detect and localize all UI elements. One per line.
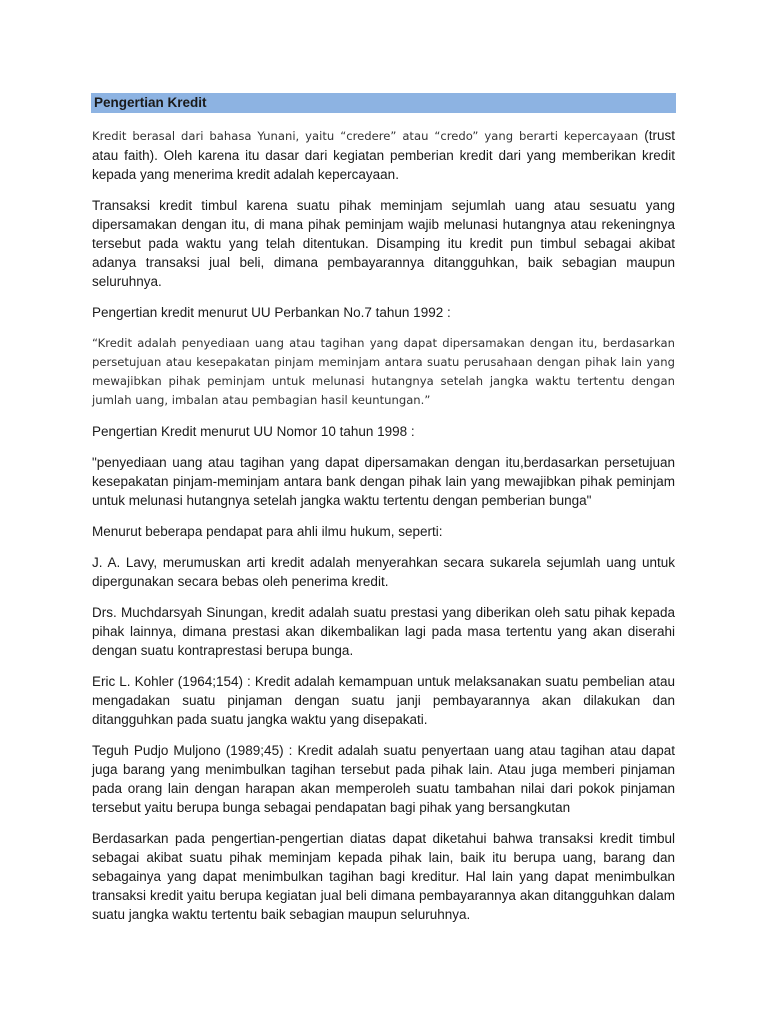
paragraph-kredit-origin — [92, 126, 675, 184]
paragraph-uu-1992-intro: Pengertian kredit menurut UU Perbankan No.7 tahun 1992 : — [92, 305, 451, 320]
paragraph-muljono: Teguh Pudjo Muljono (1989;45) : Kredit adalah suatu penyertaan uang atau tagihan atau dapat juga barang yang menimbulkan tagihan tersebut pada pihak lain. Atau juga memberi pinjaman pada orang lain dengan harapan akan memperoleh suatu tambahan nilai dari pokok pinjaman tersebut yaitu berupa bunga sebagai pendapatan bagi pihak yang bersangkutan — [92, 743, 675, 815]
paragraph-transaksi-kredit: Transaksi kredit timbul karena suatu pihak meminjam sejumlah uang atau sesuatu yang dipersamakan dengan itu, di mana pihak peminjam wajib melunasi hutangnya atau rekeningnya tersebut pada waktu yang telah ditentukan. Disamping itu kredit pun timbul sebagai akibat adanya transaksi jual beli, dimana pembayarannya ditangguhkan, baik sebagian maupun seluruhnya. — [92, 198, 675, 289]
paragraph-uu-1992-quote: “Kredit adalah penyediaan uang atau tagihan yang dapat dipersamakan dengan itu, berdasarkan persetujuan atau kesepakatan pinjam meminjam antara suatu perusahaan dengan pihak lain yang mewajibkan pihak peminjam untuk melunasi hutangnya setelah jangka waktu tertentu dengan jumlah uang, imbalan atau pembagian hasil keuntungan.” — [92, 336, 675, 407]
paragraph-kredit-origin-rest: (trust atau faith). Oleh karena itu dasar dari kegiatan pemberian kredit dari yang memberikan kredit kepada yang menerima kredit adalah kepercayaan. — [92, 128, 675, 182]
paragraph-ahli-intro: Menurut beberapa pendapat para ahli ilmu hukum, seperti: — [92, 524, 443, 539]
paragraph-lavy: J. A. Lavy, merumuskan arti kredit adalah menyerahkan secara sukarela sejumlah uang untuk dipergunakan secara bebas oleh penerima kredit. — [92, 555, 675, 589]
paragraph-sinungan: Drs. Muchdarsyah Sinungan, kredit adalah suatu prestasi yang diberikan oleh satu pihak kepada pihak lainnya, dimana prestasi akan dikembalikan lagi pada masa tertentu yang akan diserahi dengan suatu kontraprestasi berupa bunga. — [92, 605, 675, 658]
paragraph-kesimpulan: Berdasarkan pada pengertian-pengertian diatas dapat diketahui bahwa transaksi kredit timbul sebagai akibat suatu pihak meminjam kepada pihak lain, baik itu berupa uang, barang dan sebagainya yang dapat menimbulkan tagihan bagi kreditur. Hal lain yang dapat menimbulkan transaksi kredit yaitu berupa kegiatan jual beli dimana pembayarannya akan ditangguhkan dalam suatu jangka waktu tertentu baik sebagian maupun seluruhnya. — [92, 831, 675, 922]
paragraph-kohler: Eric L. Kohler (1964;154) : Kredit adalah kemampuan untuk melaksanakan suatu pembelian atau mengadakan suatu pinjaman dengan suatu janji pembayarannya akan dilakukan dan ditangguhkan pada suatu jangka waktu yang disepakati. — [92, 674, 675, 727]
paragraph-uu-1998-intro: Pengertian Kredit menurut UU Nomor 10 tahun 1998 : — [92, 424, 415, 439]
section-heading: Pengertian Kredit — [94, 95, 207, 110]
paragraph-kredit-origin-first-line: Kredit berasal dari bahasa Yunani, yaitu “credere” atau “credo” yang berarti kepercayaan — [92, 129, 639, 143]
section-heading-bar — [91, 93, 676, 113]
paragraph-uu-1998-quote: "penyediaan uang atau tagihan yang dapat dipersamakan dengan itu,berdasarkan persetujuan kesepakatan pinjam-meminjam antara bank dengan pihak lain yang mewajibkan pihak peminjam untuk melunasi hutangnya setelah jangka waktu tertentu dengan pemberian bunga" — [92, 455, 675, 508]
document-body — [92, 126, 675, 936]
